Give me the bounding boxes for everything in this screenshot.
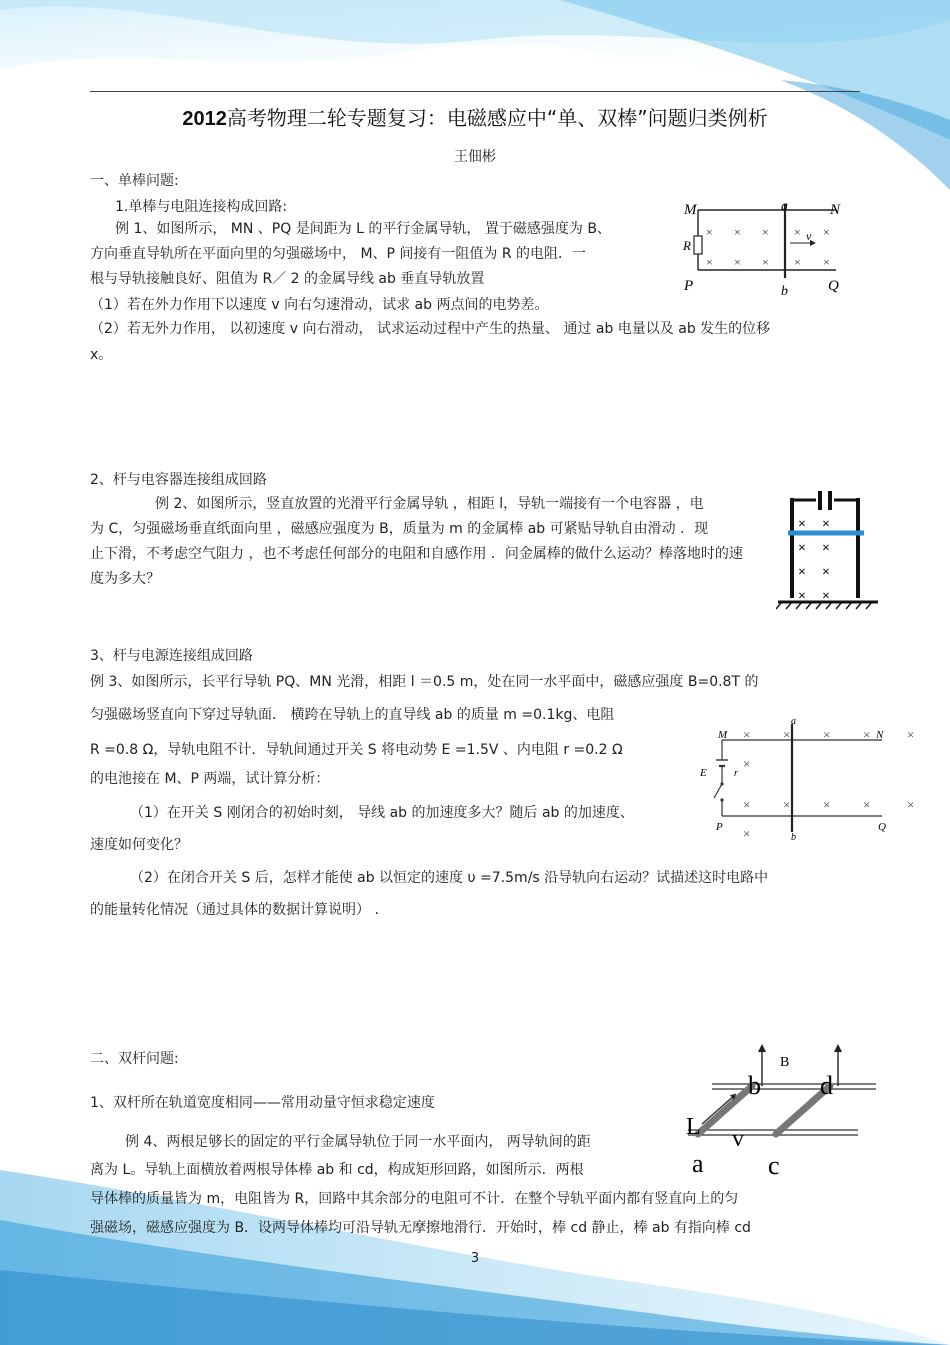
ex3-line: （1）在开关 S 刚闭合的初始时刻， 导线 ab 的加速度多大？随后 ab 的加速度、 xyxy=(130,805,634,821)
cross-mark: × xyxy=(743,797,751,812)
cross-mark: × xyxy=(863,797,871,812)
page-title xyxy=(0,104,950,133)
ex2-line: 为 C，匀强磁场垂直纸面向里 ，磁感应强度为 B，质量为 m 的金属棒 ab 可紧贴导轨自由滑动 ．现 xyxy=(90,521,709,537)
label-R: R xyxy=(683,238,691,253)
label-b: b xyxy=(791,832,796,843)
cross-mark: × xyxy=(762,255,769,269)
switch-s xyxy=(714,784,722,798)
cross-mark: × xyxy=(798,517,806,532)
label-L: L xyxy=(686,1114,701,1140)
ex2-line: 止下滑，不考虑空气阻力 ，也不考虑任何部分的电阻和自感作用 ．问金属棒的做什么运动？棒落地时的速 xyxy=(90,546,743,562)
resistor-symbol xyxy=(694,236,702,254)
header-rule xyxy=(90,91,860,92)
ex1-line: 例 1、如图所示， MN 、PQ 是间距为 L 的平行金属导轨， 置于磁感强度为 B、 xyxy=(115,221,611,237)
ex3-line: 例 3、如图所示，长平行导轨 PQ、MN 光滑，相距 l ＝0.5 m，处在同一水平面中，磁感应强度 B=0.8T 的 xyxy=(90,674,759,690)
cross-mark: × xyxy=(783,727,791,742)
label-N: N xyxy=(830,202,841,218)
cross-mark: × xyxy=(706,225,713,239)
ex3-line: （2）在闭合开关 S 后，怎样才能使 ab 以恒定的速度 υ =7.5m/s 沿导轨向右运动？试描述这时电路中 xyxy=(130,870,769,886)
ex3-line: 速度如何变化？ xyxy=(90,837,188,853)
cross-mark: × xyxy=(823,727,831,742)
label-E: E xyxy=(700,767,707,779)
cross-mark: × xyxy=(794,225,801,239)
figure-3-diagram xyxy=(696,716,928,844)
label-M: M xyxy=(718,729,728,741)
ex2-line: 度为多大？ xyxy=(90,571,160,587)
ex1-line: （1）若在外力作用下以速度 v 向右匀速滑动，试求 ab 两点间的电势差。 xyxy=(90,297,549,313)
label-v: v xyxy=(732,1126,744,1152)
figure-4-diagram xyxy=(684,1042,880,1178)
ex4-line: 离为 L。导轨上面横放着两根导体棒 ab 和 cd，构成矩形回路，如图所示．两根 xyxy=(90,1162,584,1178)
ex3-line: R =0.8 Ω，导轨电阻不计．导轨间通过开关 S 将电动势 E =1.5V 、内电阻 r =0.2 Ω xyxy=(90,742,623,758)
label-M: M xyxy=(684,202,697,218)
label-Q: Q xyxy=(878,821,886,833)
cross-mark: × xyxy=(706,255,713,269)
cross-mark: × xyxy=(822,589,830,604)
section1-heading: 一、单棒问题: xyxy=(90,173,179,189)
cross-mark: × xyxy=(743,826,751,841)
cross-mark: × xyxy=(762,225,769,239)
label-d: d xyxy=(820,1071,833,1100)
ex4-line: 导体棒的质量皆为 m，电阻皆为 R，回路中其余部分的电阻可不计．在整个导轨平面内都有竖直向上的匀 xyxy=(90,1191,739,1207)
ex1-line: （2）若无外力作用， 以初速度 v 向右滑动， 试求运动过程中产生的热量、 通过 ab 电量以及 ab 发生的位移 xyxy=(90,321,771,337)
cross-mark: × xyxy=(823,255,830,269)
ex4-line: 强磁场，磁感应强度为 B．设两导体棒均可沿导轨无摩擦地滑行．开始时，棒 cd 静止，棒 ab 有指向棒 cd xyxy=(90,1220,751,1236)
cross-mark: × xyxy=(822,565,830,580)
author: 王佃彬 xyxy=(454,149,496,165)
cross-mark: × xyxy=(783,797,791,812)
cross-mark: × xyxy=(907,797,915,812)
label-Q: Q xyxy=(828,278,839,294)
ex1-line: x。 xyxy=(90,347,113,363)
ex3-line: 的能量转化情况（通过具体的数据计算说明） . xyxy=(90,902,379,918)
figure-1-diagram xyxy=(678,198,850,298)
cross-mark: × xyxy=(798,589,806,604)
label-N: N xyxy=(876,729,884,741)
label-P: P xyxy=(716,821,723,833)
label-v: v xyxy=(806,229,812,243)
cross-mark: × xyxy=(734,225,741,239)
page-number: 3 xyxy=(470,1251,480,1266)
label-r: r xyxy=(734,768,738,779)
title-text: 高考物理二轮专题复习：电磁感应中“单、双棒”问题归类例析 xyxy=(226,106,768,130)
cross-mark: × xyxy=(743,727,751,742)
label-c: c xyxy=(768,1151,780,1178)
cross-mark: × xyxy=(822,517,830,532)
cross-mark: × xyxy=(823,797,831,812)
ex2-line: 例 2、如图所示，竖直放置的光滑平行金属导轨 ，相距 l，导轨一端接有一个电容器 ，电 xyxy=(155,496,704,512)
cross-mark: × xyxy=(734,255,741,269)
label-a: a xyxy=(791,716,796,727)
label-b: b xyxy=(781,284,788,298)
cross-mark: × xyxy=(798,541,806,556)
ex3-line: 匀强磁场竖直向下穿过导轨面． 横跨在导轨上的直导线 ab 的质量 m =0.1kg、电阻 xyxy=(90,707,615,723)
cross-mark: × xyxy=(823,225,830,239)
cross-mark: × xyxy=(798,565,806,580)
ex3-line: 的电池接在 M、P 两端，试计算分析： xyxy=(90,771,330,787)
sub1-heading: 1.单棒与电阻连接构成回路: xyxy=(115,199,288,215)
ex4-line: 例 4、两根足够长的固定的平行金属导轨位于同一水平面内， 两导轨间的距 xyxy=(125,1134,591,1150)
label-P: P xyxy=(684,278,694,294)
ex1-line: 根与导轨接触良好、阻值为 R／ 2 的金属导线 ab 垂直导轨放置 xyxy=(90,271,485,287)
ex1-line: 方向垂直导轨所在平面向里的匀强磁场中， M、P 间接有一阻值为 R 的电阻．一 xyxy=(90,246,587,262)
label-a: a xyxy=(781,199,788,214)
figure-2-diagram xyxy=(776,488,880,610)
cross-mark: × xyxy=(863,727,871,742)
label-b: b xyxy=(748,1071,761,1100)
cross-mark: × xyxy=(907,727,915,742)
section2-heading: 二、双杆问题: xyxy=(90,1051,179,1067)
cross-mark: × xyxy=(743,756,751,771)
label-a: a xyxy=(692,1149,704,1178)
title-year: 2012 xyxy=(182,108,227,130)
sub3-heading: 3、杆与电源连接组成回路 xyxy=(90,648,253,664)
cross-mark: × xyxy=(794,255,801,269)
label-B: B xyxy=(780,1055,790,1070)
sub2-heading: 2、杆与电容器连接组成回路 xyxy=(90,472,267,488)
cross-mark: × xyxy=(822,541,830,556)
sub4-heading: 1、双杆所在轨道宽度相同——常用动量守恒求稳定速度 xyxy=(90,1095,435,1111)
